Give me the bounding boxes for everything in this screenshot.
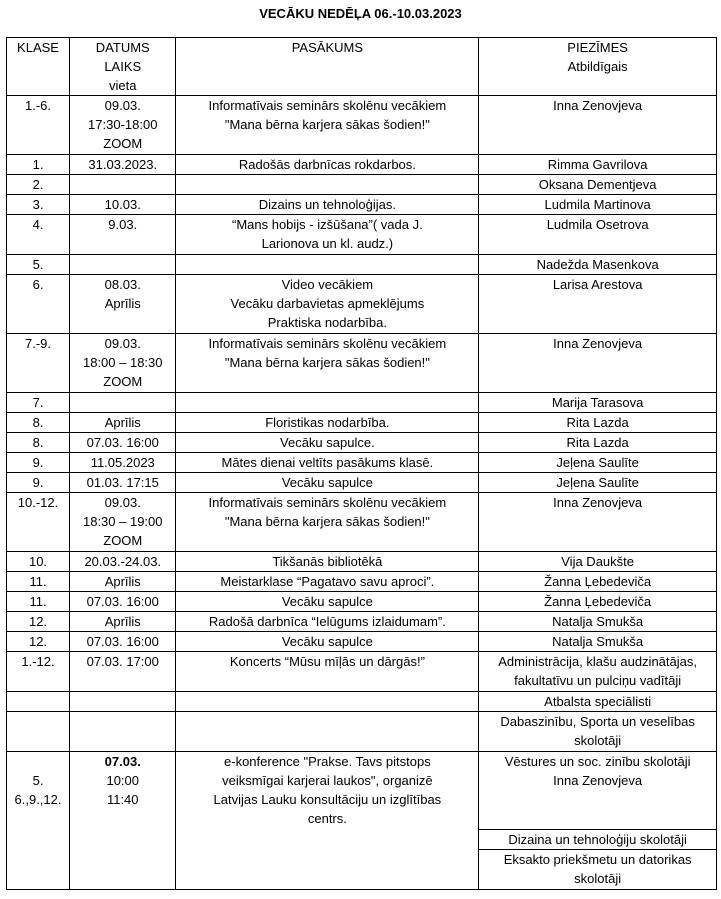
cell-piezimes: Nadežda Masenkova	[479, 255, 717, 275]
cell-klase: 1.-6.	[7, 96, 70, 155]
cell-klase: 5.	[7, 255, 70, 275]
cell-klase: 1.-12.	[7, 652, 70, 692]
cell-piezimes: Jeļena Saulīte	[479, 473, 717, 493]
cell-pasakums	[176, 175, 479, 195]
page-title: VECĀKU NEDĒĻA 06.-10.03.2023	[259, 6, 462, 21]
table-row	[7, 453, 717, 473]
cell-pasakums	[176, 393, 479, 413]
cell-klase: 12.	[7, 632, 70, 652]
table-row	[7, 195, 717, 215]
cell-datums: 31.03.2023.	[70, 155, 176, 175]
cell-pasakums	[176, 255, 479, 275]
cell-pasakums: Floristikas nodarbība.	[176, 413, 479, 433]
conference-date: 07.03.	[104, 754, 141, 769]
cell-piezimes: Natalja Smukša	[479, 612, 717, 632]
cell-klase: 5. 6.,9.,12.	[7, 752, 70, 890]
cell-klase: 8.	[7, 433, 70, 453]
cell-pasakums: Informatīvais seminārs skolēnu vecākiem "Mana bērna karjera sākas šodien!"	[176, 334, 479, 393]
cell-klase: 8.	[7, 413, 70, 433]
table-row	[7, 692, 717, 712]
table-row	[7, 155, 717, 175]
cell-klase: 10.	[7, 552, 70, 572]
cell-datums	[70, 712, 176, 752]
header-datums: DATUMS LAIKS vieta	[70, 38, 176, 96]
cell-piezimes: Inna Zenovjeva	[479, 493, 717, 552]
table-row	[7, 96, 717, 155]
cell-datums	[70, 393, 176, 413]
table-row	[7, 275, 717, 334]
cell-datums: Aprīlis	[70, 572, 176, 592]
cell-klase: 9.	[7, 473, 70, 493]
cell-datums: 9.03.	[70, 215, 176, 255]
cell-pasakums	[176, 692, 479, 712]
cell-pasakums: Vecāku sapulce	[176, 632, 479, 652]
cell-pasakums: Vecāku sapulce	[176, 473, 479, 493]
cell-piezimes: Dabaszinību, Sporta un veselības skolotāji	[479, 712, 717, 752]
table-row	[7, 334, 717, 393]
cell-piezimes: Larisa Arestova	[479, 275, 717, 334]
cell-piezimes: Dizaina un tehnoloģiju skolotāji	[479, 830, 717, 850]
table-row	[7, 413, 717, 433]
cell-klase: 1.	[7, 155, 70, 175]
cell-piezimes: Vēstures un soc. zinību skolotāji Inna Zenovjeva	[479, 752, 717, 830]
cell-klase: 11.	[7, 572, 70, 592]
cell-datums: 07.03. 17:00	[70, 652, 176, 692]
cell-klase: 7.-9.	[7, 334, 70, 393]
cell-piezimes: Natalja Smukša	[479, 632, 717, 652]
cell-datums	[70, 175, 176, 195]
cell-datums: 09.03. 18:00 – 18:30 ZOOM	[70, 334, 176, 393]
cell-pasakums: Radošā darbnīca “Ielūgums izlaidumam”.	[176, 612, 479, 632]
table-row	[7, 215, 717, 255]
cell-pasakums: Informatīvais seminārs skolēnu vecākiem "Mana bērna karjera sākas šodien!"	[176, 96, 479, 155]
cell-datums: 08.03. Aprīlis	[70, 275, 176, 334]
cell-datums: 07.03. 16:00	[70, 592, 176, 612]
table-row	[7, 175, 717, 195]
cell-klase: 9.	[7, 453, 70, 473]
cell-piezimes: Ludmila Osetrova	[479, 215, 717, 255]
cell-piezimes: Rimma Gavrilova	[479, 155, 717, 175]
table-row-conference	[7, 752, 717, 830]
cell-klase: 6.	[7, 275, 70, 334]
cell-datums: 20.03.-24.03.	[70, 552, 176, 572]
cell-datums: 07.03. 16:00	[70, 433, 176, 453]
cell-datums: 07.03. 16:00	[70, 632, 176, 652]
cell-datums: 10.03.	[70, 195, 176, 215]
cell-pasakums: e-konference "Prakse. Tavs pitstops veiksmīgai karjerai laukos", organizē Latvijas Lauku konsultāciju un izglītības centrs.	[176, 752, 479, 890]
header-pasakums: PASĀKUMS	[176, 38, 479, 96]
cell-pasakums: Radošās darbnīcas rokdarbos.	[176, 155, 479, 175]
table-row	[7, 255, 717, 275]
cell-datums: Aprīlis	[70, 413, 176, 433]
cell-datums: Aprīlis	[70, 612, 176, 632]
cell-piezimes: Administrācija, klašu audzinātājas, fakultatīvu un pulciņu vadītāji	[479, 652, 717, 692]
cell-datums: 11.05.2023	[70, 453, 176, 473]
table-row	[7, 572, 717, 592]
cell-klase: 11.	[7, 592, 70, 612]
cell-piezimes: Ludmila Martinova	[479, 195, 717, 215]
cell-pasakums	[176, 712, 479, 752]
header-piezimes: PIEZĪMES Atbildīgais	[479, 38, 717, 96]
table-row	[7, 433, 717, 453]
cell-datums: 09.03. 18:30 – 19:00 ZOOM	[70, 493, 176, 552]
table-row	[7, 652, 717, 692]
table-row	[7, 393, 717, 413]
table-row	[7, 552, 717, 572]
cell-klase: 7.	[7, 393, 70, 413]
cell-piezimes: Žanna Ļebedeviča	[479, 592, 717, 612]
cell-klase: 10.-12.	[7, 493, 70, 552]
table-row	[7, 612, 717, 632]
cell-klase	[7, 712, 70, 752]
cell-klase: 2.	[7, 175, 70, 195]
cell-piezimes: Rita Lazda	[479, 413, 717, 433]
table-row	[7, 592, 717, 612]
cell-piezimes: Rita Lazda	[479, 433, 717, 453]
cell-pasakums: Dizains un tehnoloģijas.	[176, 195, 479, 215]
cell-pasakums: Informatīvais seminārs skolēnu vecākiem "Mana bērna karjera sākas šodien!"	[176, 493, 479, 552]
conference-times: 10:00 11:40	[106, 773, 140, 807]
cell-klase: 12.	[7, 612, 70, 632]
table-row	[7, 473, 717, 493]
cell-pasakums: Video vecākiem Vecāku darbavietas apmeklējums Praktiska nodarbība.	[176, 275, 479, 334]
cell-datums: 01.03. 17:15	[70, 473, 176, 493]
table-row	[7, 632, 717, 652]
cell-piezimes: Atbalsta speciālisti	[479, 692, 717, 712]
cell-piezimes: Vija Daukšte	[479, 552, 717, 572]
cell-piezimes: Žanna Ļebedeviča	[479, 572, 717, 592]
cell-piezimes: Oksana Dementjeva	[479, 175, 717, 195]
table-header-row	[7, 38, 717, 96]
cell-datums	[70, 692, 176, 712]
schedule-table	[6, 37, 717, 890]
cell-piezimes: Eksakto priekšmetu un datorikas skolotāji	[479, 850, 717, 890]
cell-piezimes: Inna Zenovjeva	[479, 96, 717, 155]
cell-klase: 4.	[7, 215, 70, 255]
cell-piezimes: Inna Zenovjeva	[479, 334, 717, 393]
cell-pasakums: Meistarklase “Pagatavo savu aproci”.	[176, 572, 479, 592]
header-klase: KLASE	[7, 38, 70, 96]
cell-klase: 3.	[7, 195, 70, 215]
cell-pasakums: “Mans hobijs - izšūšana”( vada J. Larionova un kl. audz.)	[176, 215, 479, 255]
cell-klase	[7, 692, 70, 712]
cell-pasakums: Mātes dienai veltīts pasākums klasē.	[176, 453, 479, 473]
cell-datums	[70, 255, 176, 275]
cell-piezimes: Marija Tarasova	[479, 393, 717, 413]
cell-pasakums: Vecāku sapulce.	[176, 433, 479, 453]
cell-pasakums: Tikšanās bibliotēkā	[176, 552, 479, 572]
table-row	[7, 493, 717, 552]
cell-pasakums: Koncerts “Mūsu mīļās un dārgās!”	[176, 652, 479, 692]
cell-pasakums: Vecāku sapulce	[176, 592, 479, 612]
cell-datums: 09.03. 17:30-18:00 ZOOM	[70, 96, 176, 155]
cell-datums	[70, 752, 176, 890]
cell-piezimes: Jeļena Saulīte	[479, 453, 717, 473]
table-row	[7, 712, 717, 752]
